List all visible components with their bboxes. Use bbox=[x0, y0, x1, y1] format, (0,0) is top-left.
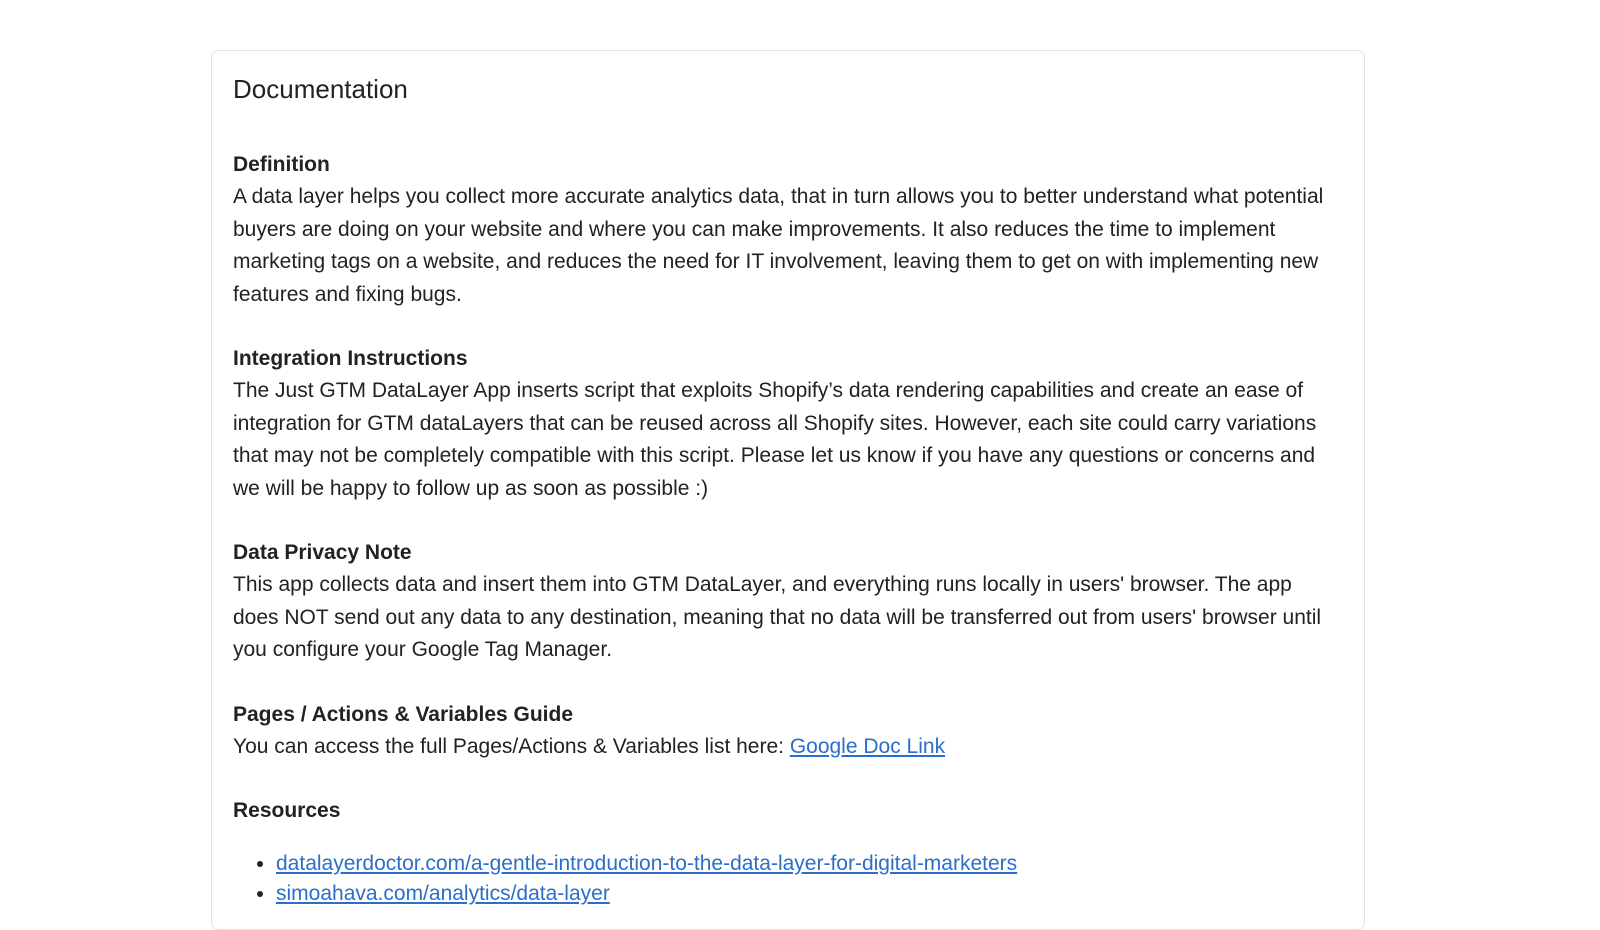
guide-text: You can access the full Pages/Actions & Variables list here: bbox=[233, 734, 790, 758]
section-definition bbox=[233, 149, 1343, 311]
section-body: A data layer helps you collect more accurate analytics data, that in turn allows you to better understand what potential buyers are doing on your website and where you can make improvements. It also reduces the time to implement marketing tags on a website, and reduces the need for IT involvement, leaving them to get on with implementing new features and fixing bugs. bbox=[233, 185, 1324, 306]
list-item bbox=[276, 879, 1343, 909]
section-heading: Pages / Actions & Variables Guide bbox=[233, 702, 574, 726]
documentation-card bbox=[211, 50, 1365, 930]
section-data-privacy-note bbox=[233, 537, 1343, 667]
section-variables-guide bbox=[233, 699, 1343, 764]
resource-link-simoahava[interactable]: simoahava.com/analytics/data-layer bbox=[276, 882, 610, 905]
list-item bbox=[276, 849, 1343, 879]
section-body bbox=[233, 731, 1343, 764]
google-doc-link[interactable]: Google Doc Link bbox=[789, 734, 946, 758]
section-body: This app collects data and insert them into GTM DataLayer, and everything runs locally in users' browser. The app does NOT send out any data to any destination, meaning that no data will be transferred out from users' browser until you configure your Google Tag Manager. bbox=[233, 573, 1322, 661]
section-heading: Resources bbox=[233, 799, 341, 822]
section-body: The Just GTM DataLayer App inserts script that exploits Shopify’s data rendering capabilities and create an ease of integration for GTM dataLayers that can be reused across all Shopify sites. However, each site could carry variations that may not be completely compatible with this script. Please let us know if you have any questions or concerns and we will be happy to follow up as soon as possible :) bbox=[233, 379, 1317, 500]
resource-link-datalayerdoctor[interactable]: datalayerdoctor.com/a-gentle-introduction-to-the-data-layer-for-digital-marketers bbox=[276, 852, 1018, 875]
section-integration-instructions bbox=[233, 343, 1343, 505]
resources-list bbox=[233, 849, 1343, 909]
section-heading: Integration Instructions bbox=[233, 347, 468, 370]
section-resources bbox=[233, 795, 1343, 909]
section-heading: Definition bbox=[233, 153, 330, 176]
section-heading: Data Privacy Note bbox=[233, 541, 412, 564]
card-title: Documentation bbox=[233, 74, 408, 104]
